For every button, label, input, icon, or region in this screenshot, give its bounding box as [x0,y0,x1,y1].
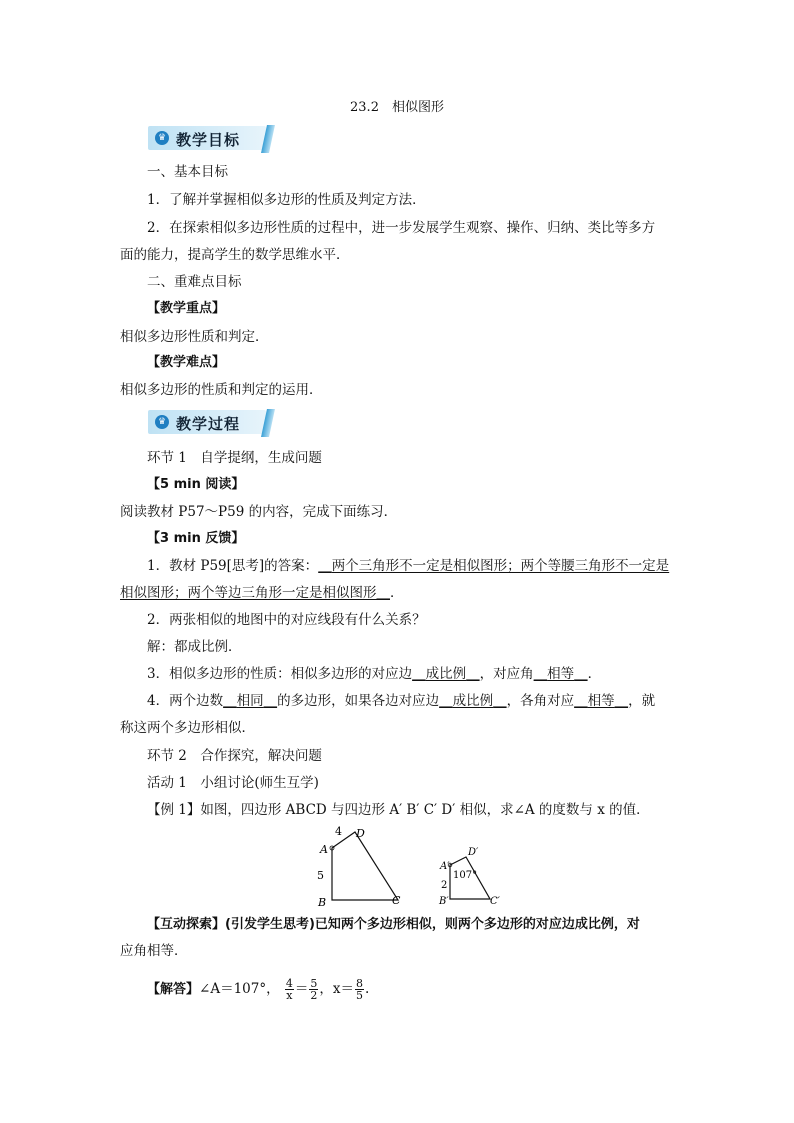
text-line: 环节 2 合作探究，解决问题 [147,748,322,764]
fraction: $\frac{8}{5}$ [356,977,364,1002]
quadrilateral-figure [300,822,710,912]
length-4: 4 [335,825,342,838]
label-B: B [318,896,327,909]
length-2: 2 [441,880,448,891]
text-line: 【教学难点】 [147,355,226,370]
section-header-goals: ♛ 教学目标 [148,126,274,152]
example-1: 【例 1】如图，四边形 ABCD 与四边形 A′ B′ C′ D′ 相似，求∠A 的度数与 x 的值． [147,802,650,818]
text-line: 相似多边形性质和判定． [120,329,269,345]
interactive-explore: 【互动探索】(引发学生思考)已知两个多边形相似，则两个多边形的对应边成比例，对 [147,917,640,932]
text-line: 2．在探索相似多边形性质的过程中，进一步发展学生观察、操作、归纳、类比等多方 [147,220,656,236]
text-line: 【3 min 反馈】 [147,531,245,546]
text-line: 活动 1 小组讨论(师生互学) [147,775,319,791]
text-line: 一、基本目标 [147,164,228,180]
text-line: 【5 min 阅读】 [147,477,245,492]
question-3: 3．相似多边形的性质：相似多边形的对应边＿成比例＿，对应角＿相等＿． [147,666,602,682]
length-5: 5 [317,869,324,882]
question-4-cont: 称这两个多边形相似． [120,720,255,736]
label-B2: B′ [439,896,449,907]
angle-label: 107° [453,870,478,881]
question-1-cont: 相似图形；两个等边三角形一定是相似图形＿． [120,585,404,601]
label-A: A [320,843,328,856]
trophy-icon: ♛ [155,131,169,145]
label-C2: C′ [490,896,500,907]
fraction: $\frac{5}{2}$ [310,977,318,1002]
question-2: 2．两张相似的地图中的对应线段有什么关系？ [147,612,426,628]
answer-2: 解：都成比例． [147,639,242,655]
text-line: 【教学重点】 [147,301,226,316]
fraction: $\frac{4}{x}$ [285,977,293,1002]
section-header-process: ♛ 教学过程 [148,410,274,436]
interactive-explore-cont: 应角相等． [120,943,188,959]
page-title: 23.2 相似图形 [350,100,444,115]
text-line: 二、重难点目标 [147,274,242,290]
label-D: D [356,827,365,840]
label-C: C [392,894,401,907]
question-4: 4．两个边数＿相同＿的多边形，如果各边对应边＿成比例＿，各角对应＿相等＿，就 [147,693,656,709]
text-line: 环节 1 自学提纲，生成问题 [147,450,322,466]
text-line: 面的能力，提高学生的数学思维水平． [120,247,350,263]
label-D2: D′ [468,847,479,858]
answer: 【解答】∠A＝107°， $\frac{4}{x}$ ＝ $\frac{5}{2}$ ，x＝ $\frac{8}{5}$ . [147,977,370,1002]
question-1: 1．教材 P59[思考]的答案：＿两个三角形不一定是相似图形；两个等腰三角形不一定是 [147,558,670,574]
text-line: 1．了解并掌握相似多边形的性质及判定方法． [147,192,426,208]
trophy-icon: ♛ [155,415,169,429]
text-line: 阅读教材 P57～P59 的内容，完成下面练习． [120,504,398,520]
text-line: 相似多边形的性质和判定的运用． [120,382,323,398]
label-A2: A′ [440,861,450,872]
